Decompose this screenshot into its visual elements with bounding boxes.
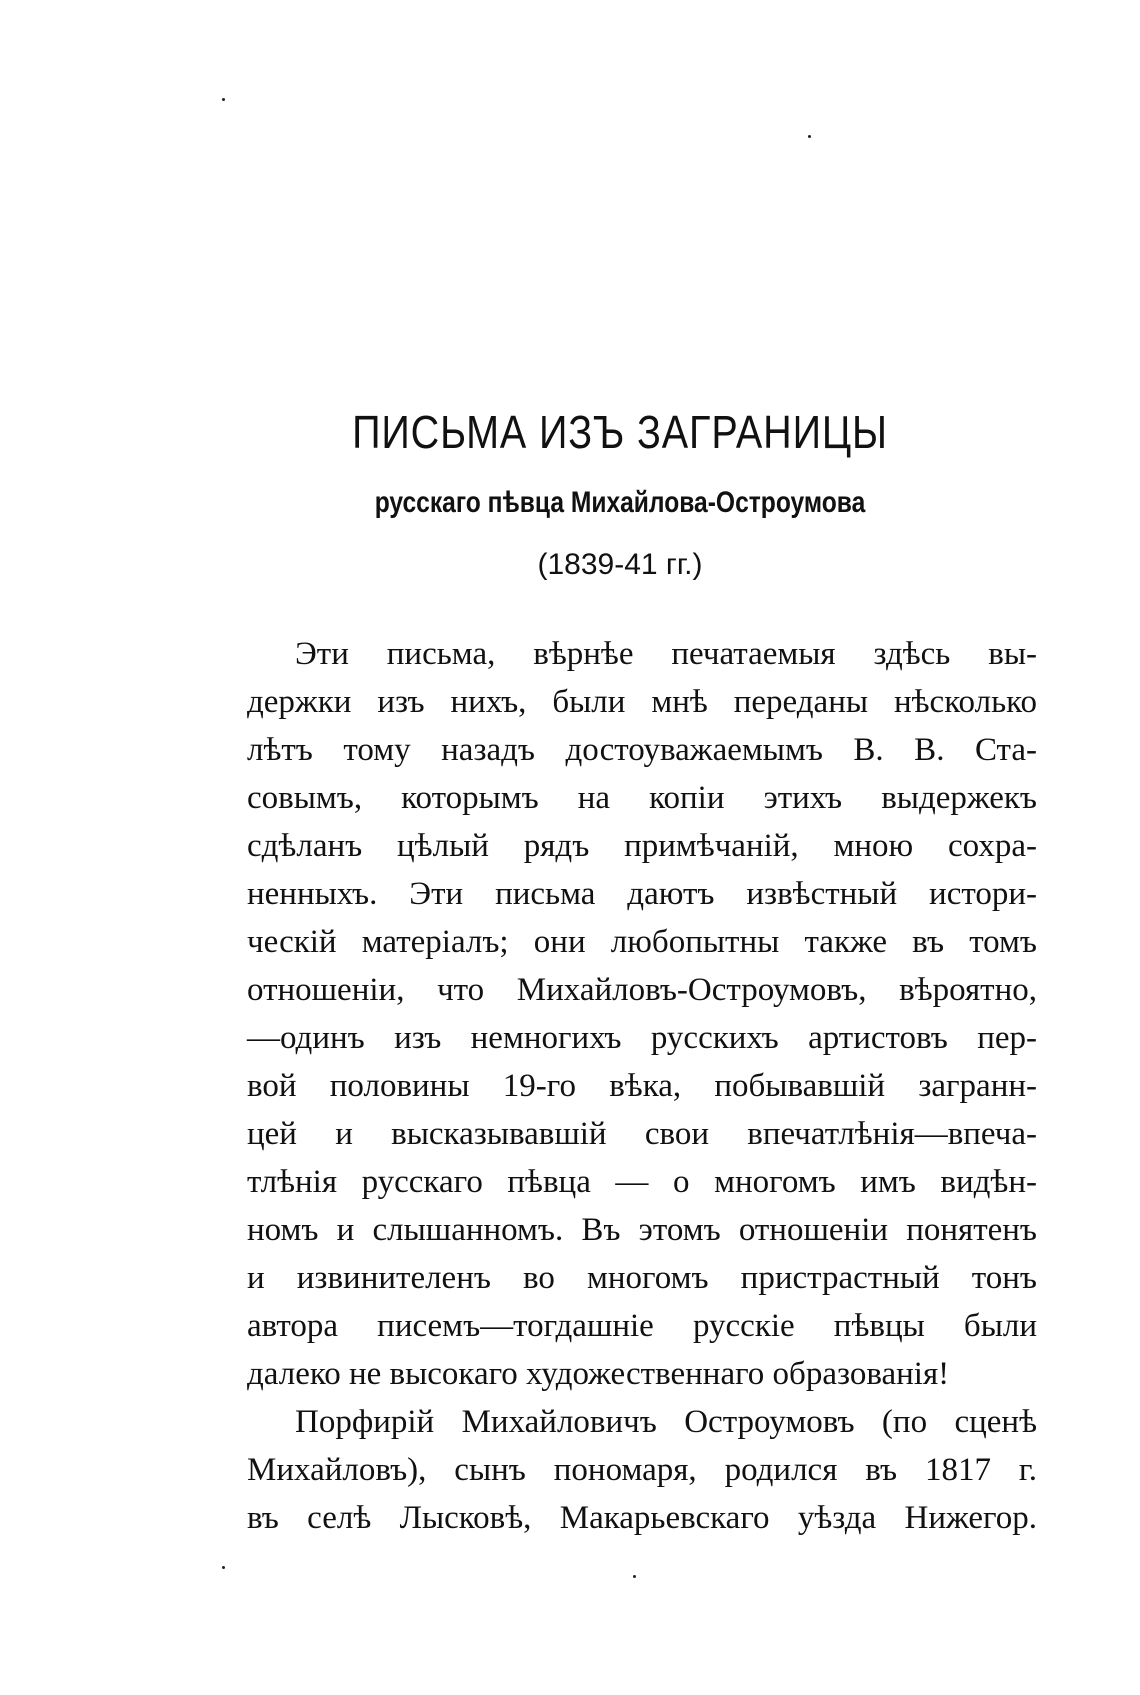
text-line: цей и высказывавшій свои впечатлѣнія—впеча- — [247, 1116, 1037, 1152]
text-line: и извинителенъ во многомъ пристрастный тонъ — [247, 1260, 1037, 1296]
text-line: держки изъ нихъ, были мнѣ переданы нѣсколько — [247, 684, 1037, 720]
text-line: автора писемъ—тогдашніе русскіе пѣвцы были — [247, 1308, 1037, 1344]
page-title: ПИСЬМА ИЗЪ ЗАГРАНИЦЫ — [352, 406, 888, 458]
text-line: далеко не высокаго художественнаго образованія! — [247, 1356, 950, 1392]
text-line: —одинъ изъ немногихъ русскихъ артистовъ пер- — [247, 1020, 1037, 1056]
text-line: Эти письма, вѣрнѣе печатаемыя здѣсь вы- — [295, 636, 1037, 672]
text-line: совымъ, которымъ на копіи этихъ выдержекъ — [247, 780, 1037, 816]
text-line: Михайловъ), сынъ пономаря, родился въ 1817 г. — [247, 1452, 1037, 1488]
scan-speck — [808, 135, 811, 138]
text-line: ческій матеріалъ; они любопытны также въ томъ — [247, 924, 1037, 960]
body-text — [247, 630, 1037, 1542]
text-line: вой половины 19-го вѣка, побывавшій загранн- — [247, 1068, 1037, 1104]
text-line: отношеніи, что Михайловъ-Остроумовъ, вѣроятно, — [247, 972, 1037, 1008]
text-line: ненныхъ. Эти письма даютъ извѣстный истори- — [247, 876, 1037, 912]
text-line: тлѣнія русскаго пѣвца — о многомъ имъ видѣн- — [247, 1164, 1037, 1200]
page-subtitle: русскаго пѣвца Михайлова-Остроумова — [374, 486, 866, 519]
date-range: (1839-41 гг.) — [537, 548, 703, 581]
text-line: сдѣланъ цѣлый рядъ примѣчаній, мною сохра- — [247, 828, 1037, 864]
scan-speck — [633, 1575, 636, 1578]
text-line: Порфирій Михайловичъ Остроумовъ (по сценѣ — [295, 1404, 1037, 1440]
text-line: лѣтъ тому назадъ достоуважаемымъ В. В. Ста- — [247, 732, 1037, 768]
text-line: въ селѣ Лысковѣ, Макарьевскаго уѣзда Нижегор. — [247, 1500, 1037, 1536]
text-line: номъ и слышанномъ. Въ этомъ отношеніи понятенъ — [247, 1212, 1037, 1248]
scan-speck — [222, 98, 225, 101]
scan-speck — [222, 1566, 225, 1569]
